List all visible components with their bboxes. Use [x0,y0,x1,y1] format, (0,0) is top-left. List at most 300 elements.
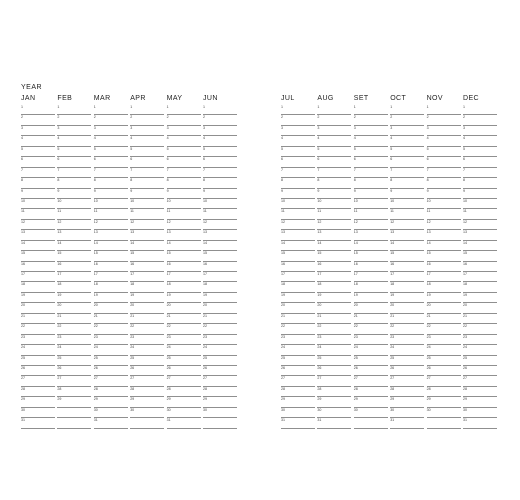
day-row[interactable] [317,147,351,157]
day-row[interactable] [354,356,388,366]
day-row[interactable] [281,397,315,407]
day-row[interactable] [354,366,388,376]
day-row[interactable] [463,115,497,125]
day-row[interactable] [281,324,315,334]
day-row[interactable] [203,356,237,366]
day-row[interactable] [94,366,128,376]
day-row[interactable] [21,408,55,418]
day-row[interactable] [57,293,91,303]
day-row[interactable] [94,251,128,261]
day-row[interactable] [167,115,201,125]
day-row[interactable] [427,324,461,334]
day-row[interactable] [130,199,164,209]
day-row[interactable] [463,262,497,272]
day-row[interactable] [463,189,497,199]
day-row[interactable] [354,376,388,386]
day-row[interactable] [317,387,351,397]
day-row[interactable] [354,324,388,334]
day-row[interactable] [167,199,201,209]
day-row[interactable] [390,147,424,157]
day-row[interactable] [21,168,55,178]
day-row[interactable] [427,157,461,167]
day-row[interactable] [463,126,497,136]
day-row[interactable] [167,376,201,386]
day-row[interactable] [203,168,237,178]
day-row[interactable] [281,230,315,240]
day-row[interactable] [390,366,424,376]
day-row[interactable] [463,293,497,303]
day-row[interactable] [281,303,315,313]
day-row[interactable] [203,189,237,199]
day-row[interactable] [167,272,201,282]
day-row[interactable] [390,157,424,167]
day-row[interactable] [203,199,237,209]
day-row[interactable] [130,324,164,334]
day-row[interactable] [390,418,424,428]
day-row[interactable] [94,178,128,188]
day-row[interactable] [463,178,497,188]
day-row[interactable] [354,345,388,355]
day-row[interactable] [21,199,55,209]
day-row[interactable] [281,272,315,282]
day-row[interactable] [57,126,91,136]
day-row[interactable] [57,115,91,125]
day-row[interactable] [21,220,55,230]
day-row[interactable] [130,314,164,324]
day-row[interactable] [21,241,55,251]
day-row[interactable] [354,168,388,178]
day-row[interactable] [94,356,128,366]
day-row[interactable] [21,209,55,219]
day-row[interactable] [130,282,164,292]
day-row[interactable] [130,272,164,282]
day-row[interactable] [21,356,55,366]
day-row[interactable] [463,251,497,261]
day-row[interactable] [463,376,497,386]
day-row[interactable] [281,335,315,345]
day-row[interactable] [427,168,461,178]
day-row[interactable] [130,366,164,376]
day-row[interactable] [281,168,315,178]
day-row[interactable] [57,356,91,366]
day-row[interactable] [203,397,237,407]
day-row[interactable] [130,220,164,230]
day-row[interactable] [317,345,351,355]
day-row[interactable] [390,335,424,345]
day-row[interactable] [463,387,497,397]
day-row[interactable] [21,335,55,345]
day-row[interactable] [427,418,461,428]
day-row[interactable] [427,335,461,345]
day-row[interactable] [390,136,424,146]
day-row[interactable] [167,366,201,376]
day-row[interactable] [203,293,237,303]
day-row[interactable] [94,408,128,418]
day-row[interactable] [354,105,388,115]
day-row[interactable] [317,230,351,240]
day-row[interactable] [167,293,201,303]
day-row[interactable] [390,314,424,324]
day-row[interactable] [390,105,424,115]
day-row[interactable] [427,387,461,397]
day-row[interactable] [390,241,424,251]
day-row[interactable] [94,147,128,157]
day-row[interactable] [167,397,201,407]
day-row[interactable] [21,397,55,407]
day-row[interactable] [390,115,424,125]
day-row[interactable] [130,157,164,167]
day-row[interactable] [427,272,461,282]
day-row[interactable] [94,199,128,209]
day-row[interactable] [57,189,91,199]
day-row[interactable] [94,418,128,428]
day-row[interactable] [94,272,128,282]
day-row[interactable] [463,230,497,240]
day-row[interactable] [281,418,315,428]
day-row[interactable] [281,178,315,188]
day-row[interactable] [57,241,91,251]
day-row[interactable] [21,314,55,324]
day-row[interactable] [167,209,201,219]
day-row[interactable] [463,408,497,418]
day-row[interactable] [390,408,424,418]
day-row[interactable] [203,220,237,230]
day-row[interactable] [317,209,351,219]
day-row[interactable] [130,376,164,386]
day-row[interactable] [427,147,461,157]
day-row[interactable] [203,376,237,386]
day-row[interactable] [463,356,497,366]
day-row[interactable] [167,262,201,272]
day-row[interactable] [94,262,128,272]
day-row[interactable] [390,376,424,386]
day-row[interactable] [317,157,351,167]
day-row[interactable] [130,241,164,251]
day-row[interactable] [203,335,237,345]
day-row[interactable] [463,199,497,209]
day-row[interactable] [463,345,497,355]
day-row[interactable] [94,220,128,230]
day-row[interactable] [317,418,351,428]
day-row[interactable] [281,356,315,366]
day-row[interactable] [167,345,201,355]
day-row[interactable] [167,303,201,313]
day-row[interactable] [427,376,461,386]
day-row[interactable] [463,136,497,146]
day-row[interactable] [390,324,424,334]
day-row[interactable] [130,345,164,355]
day-row[interactable] [281,387,315,397]
day-row[interactable] [317,136,351,146]
day-row[interactable] [354,115,388,125]
day-row[interactable] [354,147,388,157]
day-row[interactable] [57,220,91,230]
day-row[interactable] [390,387,424,397]
day-row[interactable] [317,262,351,272]
day-row[interactable] [21,272,55,282]
day-row[interactable] [390,168,424,178]
day-row[interactable] [463,220,497,230]
day-row[interactable] [57,282,91,292]
day-row[interactable] [57,178,91,188]
day-row[interactable] [463,209,497,219]
day-row[interactable] [94,136,128,146]
day-row[interactable] [281,209,315,219]
day-row[interactable] [167,136,201,146]
day-row[interactable] [203,345,237,355]
day-row[interactable] [317,366,351,376]
day-row[interactable] [281,147,315,157]
day-row[interactable] [203,115,237,125]
day-row[interactable] [57,345,91,355]
day-row[interactable] [130,209,164,219]
day-row[interactable] [94,397,128,407]
day-row[interactable] [130,251,164,261]
day-row[interactable] [427,303,461,313]
day-row[interactable] [130,189,164,199]
day-row[interactable] [21,366,55,376]
day-row[interactable] [203,136,237,146]
day-row[interactable] [390,251,424,261]
day-row[interactable] [281,136,315,146]
day-row[interactable] [390,126,424,136]
day-row[interactable] [167,282,201,292]
day-row[interactable] [354,282,388,292]
day-row[interactable] [167,147,201,157]
day-row[interactable] [94,314,128,324]
day-row[interactable] [427,136,461,146]
day-row[interactable] [427,345,461,355]
day-row[interactable] [281,262,315,272]
day-row[interactable] [94,209,128,219]
day-row[interactable] [203,105,237,115]
day-row[interactable] [317,105,351,115]
day-row[interactable] [390,303,424,313]
day-row[interactable] [427,230,461,240]
day-row[interactable] [427,282,461,292]
day-row[interactable] [354,314,388,324]
day-row[interactable] [21,418,55,428]
day-row[interactable] [203,366,237,376]
day-row[interactable] [427,314,461,324]
day-row[interactable] [94,376,128,386]
day-row[interactable] [167,178,201,188]
day-row[interactable] [317,324,351,334]
day-row[interactable] [167,408,201,418]
day-row[interactable] [317,168,351,178]
day-row[interactable] [317,251,351,261]
day-row[interactable] [167,189,201,199]
day-row[interactable] [57,157,91,167]
day-row[interactable] [203,157,237,167]
day-row[interactable] [390,397,424,407]
day-row[interactable] [463,324,497,334]
day-row[interactable] [94,105,128,115]
day-row[interactable] [390,356,424,366]
day-row[interactable] [390,345,424,355]
day-row[interactable] [354,157,388,167]
day-row[interactable] [167,220,201,230]
day-row[interactable] [130,105,164,115]
day-row[interactable] [130,335,164,345]
day-row[interactable] [203,418,237,428]
day-row[interactable] [281,126,315,136]
day-row[interactable] [21,262,55,272]
day-row[interactable] [317,272,351,282]
day-row[interactable] [130,178,164,188]
day-row[interactable] [463,397,497,407]
day-row[interactable] [130,418,164,428]
day-row[interactable] [94,189,128,199]
day-row[interactable] [57,397,91,407]
day-row[interactable] [427,397,461,407]
day-row[interactable] [427,189,461,199]
day-row[interactable] [21,105,55,115]
day-row[interactable] [130,168,164,178]
day-row[interactable] [317,126,351,136]
day-row[interactable] [57,366,91,376]
day-row[interactable] [203,282,237,292]
day-row[interactable] [427,105,461,115]
day-row[interactable] [354,272,388,282]
day-row[interactable] [390,230,424,240]
day-row[interactable] [57,230,91,240]
day-row[interactable] [463,105,497,115]
day-row[interactable] [427,199,461,209]
day-row[interactable] [21,115,55,125]
day-row[interactable] [57,272,91,282]
day-row[interactable] [354,251,388,261]
day-row[interactable] [203,209,237,219]
day-row[interactable] [317,314,351,324]
day-row[interactable] [281,282,315,292]
day-row[interactable] [354,178,388,188]
day-row[interactable] [130,408,164,418]
day-row[interactable] [203,408,237,418]
day-row[interactable] [281,293,315,303]
day-row[interactable] [21,324,55,334]
day-row[interactable] [203,272,237,282]
day-row[interactable] [203,147,237,157]
day-row[interactable] [317,115,351,125]
day-row[interactable] [57,262,91,272]
day-row[interactable] [354,418,388,428]
day-row[interactable] [281,251,315,261]
day-row[interactable] [203,251,237,261]
day-row[interactable] [354,209,388,219]
day-row[interactable] [57,209,91,219]
day-row[interactable] [354,126,388,136]
day-row[interactable] [354,335,388,345]
day-row[interactable] [130,136,164,146]
day-row[interactable] [427,262,461,272]
day-row[interactable] [427,366,461,376]
day-row[interactable] [167,356,201,366]
day-row[interactable] [167,387,201,397]
day-row[interactable] [463,314,497,324]
day-row[interactable] [130,126,164,136]
day-row[interactable] [317,199,351,209]
day-row[interactable] [354,189,388,199]
day-row[interactable] [57,387,91,397]
day-row[interactable] [21,387,55,397]
day-row[interactable] [167,126,201,136]
day-row[interactable] [21,303,55,313]
day-row[interactable] [21,282,55,292]
day-row[interactable] [94,324,128,334]
day-row[interactable] [281,105,315,115]
day-row[interactable] [390,178,424,188]
day-row[interactable] [94,345,128,355]
day-row[interactable] [94,241,128,251]
day-row[interactable] [130,293,164,303]
day-row[interactable] [21,345,55,355]
day-row[interactable] [130,115,164,125]
day-row[interactable] [317,241,351,251]
day-row[interactable] [57,251,91,261]
day-row[interactable] [21,147,55,157]
day-row[interactable] [57,335,91,345]
day-row[interactable] [94,387,128,397]
day-row[interactable] [354,303,388,313]
day-row[interactable] [167,241,201,251]
day-row[interactable] [281,376,315,386]
day-row[interactable] [463,241,497,251]
day-row[interactable] [390,199,424,209]
day-row[interactable] [21,178,55,188]
day-row[interactable] [354,220,388,230]
day-row[interactable] [354,199,388,209]
day-row[interactable] [21,136,55,146]
day-row[interactable] [463,418,497,428]
day-row[interactable] [317,376,351,386]
day-row[interactable] [21,157,55,167]
day-row[interactable] [94,282,128,292]
day-row[interactable] [167,335,201,345]
day-row[interactable] [57,303,91,313]
day-row[interactable] [317,178,351,188]
day-row[interactable] [94,303,128,313]
day-row[interactable] [130,397,164,407]
day-row[interactable] [463,282,497,292]
day-row[interactable] [203,126,237,136]
day-row[interactable] [57,147,91,157]
day-row[interactable] [57,105,91,115]
day-row[interactable] [167,418,201,428]
day-row[interactable] [427,356,461,366]
day-row[interactable] [354,408,388,418]
day-row[interactable] [463,147,497,157]
day-row[interactable] [463,272,497,282]
day-row[interactable] [94,157,128,167]
day-row[interactable] [21,126,55,136]
day-row[interactable] [427,209,461,219]
day-row[interactable] [130,147,164,157]
day-row[interactable] [354,136,388,146]
day-row[interactable] [317,408,351,418]
day-row[interactable] [203,262,237,272]
day-row[interactable] [427,293,461,303]
day-row[interactable] [203,230,237,240]
day-row[interactable] [167,168,201,178]
day-row[interactable] [167,324,201,334]
day-row[interactable] [390,220,424,230]
day-row[interactable] [94,293,128,303]
day-row[interactable] [427,251,461,261]
day-row[interactable] [57,376,91,386]
day-row[interactable] [390,282,424,292]
day-row[interactable] [317,282,351,292]
